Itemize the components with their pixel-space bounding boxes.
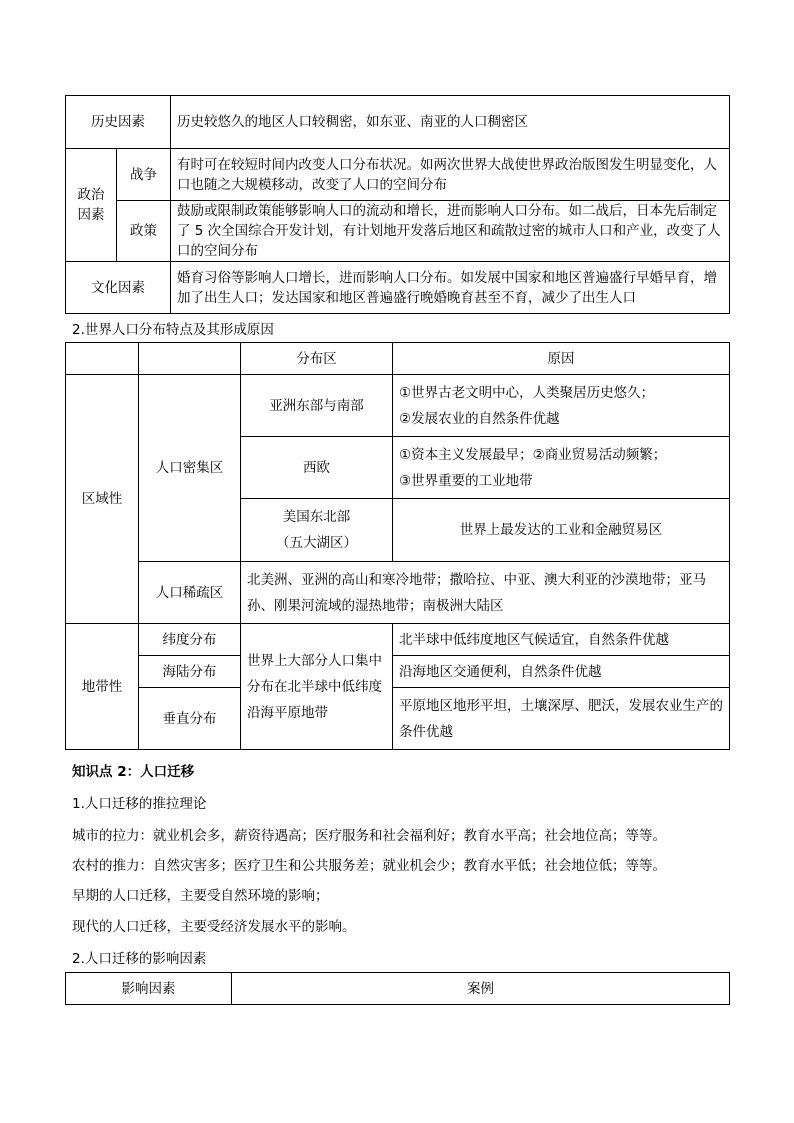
asia-reason-2: ②发展农业的自然条件优越 [399, 410, 560, 427]
us-area-line1: 美国东北部 [282, 509, 351, 525]
header-empty-cell [66, 343, 139, 375]
us-area-line2: （五大湖区） [276, 535, 357, 551]
zonal-area-text: 世界上大部分人口集中分布在北半球中低纬度沿海平原地带 [241, 624, 393, 750]
knowledge2-title: 知识点 2：人口迁移 [72, 764, 195, 780]
sealand-reason: 沿海地区交通便利，自然条件优越 [393, 656, 730, 688]
table-row [66, 656, 730, 688]
table-row [66, 96, 730, 149]
early-migration-text: 早期的人口迁移，主要受自然环境的影响； [72, 888, 329, 904]
sparse-area-text: 北美洲、亚洲的高山和寒冷地带；撒哈拉、中亚、澳大利亚的沙漠地带；亚马孙、刚果河流域的湿热地带；南极洲大陆区 [241, 562, 730, 624]
header-empty-cell [139, 343, 241, 375]
knowledge2-sub2: 2.人口迁移的影响因素 [72, 951, 207, 967]
modern-migration-text: 现代的人口迁移，主要受经济发展水平的影响。 [72, 919, 356, 935]
dense-area-label: 人口密集区 [139, 375, 241, 562]
us-area [241, 499, 393, 562]
factor-header: 影响因素 [66, 973, 232, 1005]
population-distribution-table [65, 342, 730, 750]
table-row [66, 973, 730, 1005]
sparse-area-label: 人口稀疏区 [139, 562, 241, 624]
table-row [66, 262, 730, 314]
europe-reason-1: ①资本主义发展最早；②商业贸易活动频繁； [399, 446, 667, 463]
table-row [66, 343, 730, 375]
latitude-reason: 北半球中低纬度地区气候适宜，自然条件优越 [393, 624, 730, 656]
europe-reason [393, 437, 730, 499]
table-row [66, 562, 730, 624]
header-area: 分布区 [241, 343, 393, 375]
regional-label: 区域性 [66, 375, 139, 624]
zonal-label: 地带性 [66, 624, 139, 750]
politics-label-line2: 因素 [77, 207, 105, 223]
table-row [66, 688, 730, 750]
culture-factor-label: 文化因素 [66, 262, 171, 314]
europe-reason-2: ③世界重要的工业地带 [399, 472, 533, 489]
policy-text: 鼓励或限制政策能够影响人口的流动和增长，进而影响人口分布。如二战后，日本先后制定了 5 次全国综合开发计划，有计划地开发落后地区和疏散过密的城市人口和产业，改变了人口的空间分布 [171, 201, 730, 262]
war-text: 有时可在较短时间内改变人口分布状况。如两次世界大战使世界政治版图发生明显变化，人口也随之大规模移动，改变了人口的空间分布 [171, 149, 730, 201]
europe-area: 西欧 [241, 437, 393, 499]
politics-label-line1: 政治 [77, 187, 105, 203]
header-reason: 原因 [393, 343, 730, 375]
table-row [66, 201, 730, 262]
city-pull-text: 城市的拉力：就业机会多，薪资待遇高；医疗服务和社会福利好；教育水平高；社会地位高；等等。 [72, 828, 666, 844]
case-header: 案例 [232, 973, 730, 1005]
history-factor-text: 历史较悠久的地区人口较稠密，如东亚、南亚的人口稠密区 [171, 96, 730, 149]
history-factor-label: 历史因素 [66, 96, 171, 149]
policy-label: 政策 [117, 201, 171, 262]
asia-area: 亚洲东部与南部 [241, 375, 393, 437]
knowledge2-sub1: 1.人口迁移的推拉理论 [72, 796, 207, 812]
asia-reason-1: ①世界古老文明中心，人类聚居历史悠久； [399, 384, 655, 401]
vertical-label: 垂直分布 [139, 688, 241, 750]
section2-title: 2.世界人口分布特点及其形成原因 [72, 322, 274, 338]
population-factors-table [65, 95, 730, 314]
asia-reason [393, 375, 730, 437]
culture-factor-text: 婚育习俗等影响人口增长，进而影响人口分布。如发展中国家和地区普遍盛行早婚早育，增加了出生人口；发达国家和地区普遍盛行晚婚晚育甚至不育，减少了出生人口 [171, 262, 730, 314]
rural-push-text: 农村的推力：自然灾害多；医疗卫生和公共服务差；就业机会少；教育水平低；社会地位低；等等。 [72, 858, 666, 874]
politics-factor-label [66, 149, 117, 262]
sealand-label: 海陆分布 [139, 656, 241, 688]
migration-factors-table [65, 972, 730, 1005]
table-row [66, 375, 730, 437]
table-row [66, 624, 730, 656]
table-row [66, 149, 730, 201]
latitude-label: 纬度分布 [139, 624, 241, 656]
war-label: 战争 [117, 149, 171, 201]
vertical-reason: 平原地区地形平坦，土壤深厚、肥沃，发展农业生产的条件优越 [393, 688, 730, 750]
us-reason: 世界上最发达的工业和金融贸易区 [393, 499, 730, 562]
